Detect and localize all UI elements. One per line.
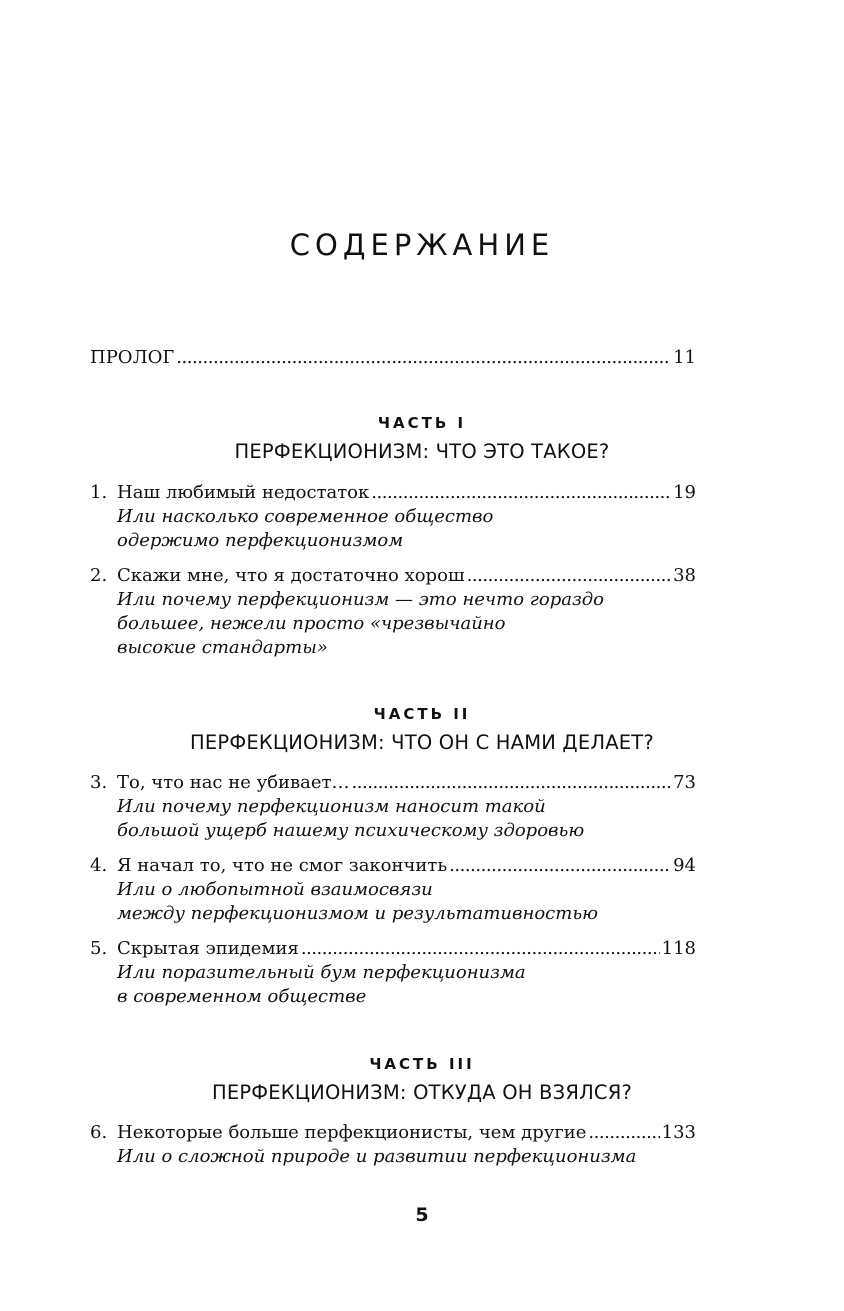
chapter-subtitle-line: большой ущерб нашему психическому здоровью xyxy=(117,820,585,841)
chapter-title: Наш любимый недостаток xyxy=(117,482,370,503)
chapter-title: Я начал то, что не смог закончить xyxy=(117,855,448,876)
chapter-subtitle-line: Или о сложной природе и развитии перфекционизма xyxy=(117,1146,637,1167)
chapter-subtitle-line: Или поразительный бум перфекционизма xyxy=(117,962,526,983)
chapter-number: 5. xyxy=(90,938,108,959)
page-number: 5 xyxy=(415,1204,429,1226)
toc-entry-line xyxy=(90,564,696,588)
part-1-label: ЧАСТЬ I xyxy=(377,414,467,432)
dot-leader xyxy=(449,854,671,878)
dot-leader xyxy=(301,937,660,961)
chapter-number: 4. xyxy=(90,855,108,876)
toc-entry-title: ПРОЛОГ xyxy=(90,347,175,368)
chapter-title: Скажи мне, что я достаточно хорош xyxy=(117,565,465,586)
chapter-subtitle-line: Или о любопытной взаимосвязи xyxy=(117,879,433,900)
toc-chapter-4[interactable] xyxy=(90,854,696,926)
part-3-title: ПЕРФЕКЦИОНИЗМ: ОТКУДА ОН ВЗЯЛСЯ? xyxy=(211,1081,633,1104)
chapter-page: 19 xyxy=(673,482,696,503)
toc-chapter-2[interactable] xyxy=(90,564,696,660)
dot-leader xyxy=(352,771,672,795)
chapter-number: 1. xyxy=(90,482,108,503)
part-3-label: ЧАСТЬ III xyxy=(369,1055,475,1073)
dot-leader xyxy=(176,346,671,370)
toc-chapter-3[interactable] xyxy=(90,771,696,843)
toc-chapter-6[interactable] xyxy=(90,1121,696,1169)
chapter-subtitle-line: между перфекционизмом и результативностью xyxy=(117,903,598,924)
chapter-page: 73 xyxy=(673,772,696,793)
page-title: СОДЕРЖАНИЕ xyxy=(289,228,555,262)
toc-entry-line xyxy=(90,854,696,878)
chapter-title: Некоторые больше перфекционисты, чем другие xyxy=(117,1122,587,1143)
chapter-page: 94 xyxy=(673,855,696,876)
part-1-title: ПЕРФЕКЦИОНИЗМ: ЧТО ЭТО ТАКОЕ? xyxy=(234,440,610,463)
chapter-number: 3. xyxy=(90,772,108,793)
chapter-page: 133 xyxy=(661,1122,696,1143)
chapter-title: То, что нас не убивает… xyxy=(117,772,350,793)
toc-prologue[interactable] xyxy=(90,346,696,370)
chapter-subtitle-line: большее, нежели просто «чрезвычайно xyxy=(117,613,506,634)
toc-entry-line xyxy=(90,937,696,961)
toc-chapter-5[interactable] xyxy=(90,937,696,1009)
toc-entry-line xyxy=(90,771,696,795)
toc-entry-line xyxy=(90,481,696,505)
toc-chapter-1[interactable] xyxy=(90,481,696,553)
chapter-subtitle-line: Или почему перфекционизм наносит такой xyxy=(117,796,546,817)
chapter-subtitle-line: высокие стандарты» xyxy=(117,637,328,658)
chapter-number: 6. xyxy=(90,1122,108,1143)
toc-entry-page: 11 xyxy=(673,347,696,368)
chapter-number: 2. xyxy=(90,565,108,586)
toc-entry-line xyxy=(90,346,696,370)
toc-entry-line xyxy=(90,1121,696,1145)
chapter-title: Скрытая эпидемия xyxy=(117,938,299,959)
part-2-title: ПЕРФЕКЦИОНИЗМ: ЧТО ОН С НАМИ ДЕЛАЕТ? xyxy=(190,731,654,754)
chapter-subtitle-line: в современном обществе xyxy=(117,986,367,1007)
dot-leader xyxy=(588,1121,659,1145)
chapter-page: 118 xyxy=(661,938,696,959)
chapter-page: 38 xyxy=(673,565,696,586)
dot-leader xyxy=(371,481,671,505)
part-2-label: ЧАСТЬ II xyxy=(373,705,471,723)
dot-leader xyxy=(467,564,671,588)
chapter-subtitle-line: Или насколько современное общество xyxy=(117,506,494,527)
chapter-subtitle-line: одержимо перфекционизмом xyxy=(117,530,404,551)
chapter-subtitle-line: Или почему перфекционизм — это нечто гораздо xyxy=(117,589,605,610)
